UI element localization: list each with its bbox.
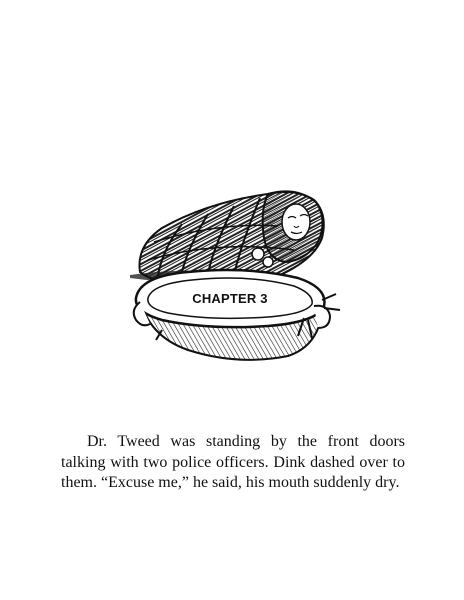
body-paragraph: Dr. Tweed was standing by the front doors talking with two police officers. Dink dashed over to them. “Excuse me,” he said, his mouth suddenly dry.	[61, 433, 405, 491]
mummy-coffin-illustration-icon	[118, 180, 348, 375]
chapter-heading: CHAPTER 3	[192, 291, 268, 306]
chapter-illustration	[118, 180, 348, 375]
coffin-base	[134, 270, 340, 360]
